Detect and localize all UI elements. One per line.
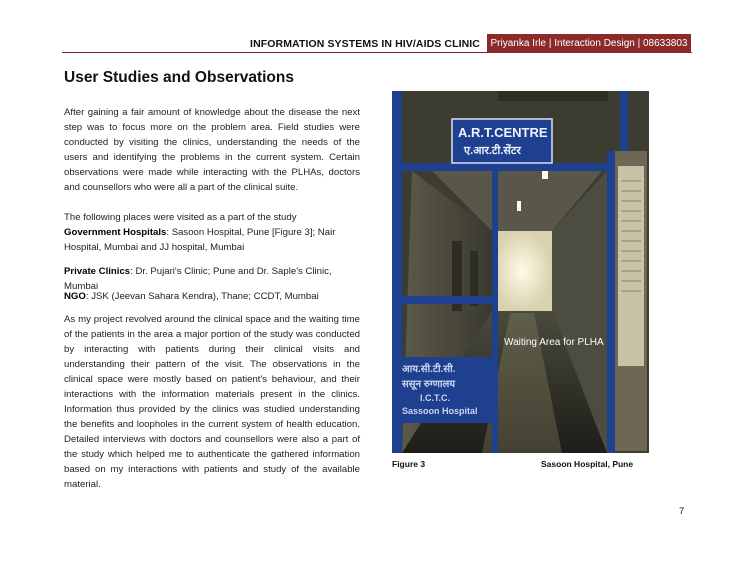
paragraph-ngo (64, 289, 360, 304)
paragraph-project: As my project revolved around the clinical space and the waiting time of the patients in the area a major portion of the study was conducted by interacting with patients during their clinical visits and understanding their pattern of the visit. The observations in the clinical space were mostly based on patient's behaviour, and their interactions with the information materials present in the clinics. Information thus provided by the clinics was studied understanding the benefits and loopholes in the current system of health education. Detailed interviews with doctors and counsellors were also a part of the study which helped me to authenticate the gathered information based on my interactions with patients and study of the available material. (64, 314, 360, 490)
sign-bottom-hindi-2: ससून रुग्णालय (402, 379, 456, 390)
gov-label: Government Hospitals (64, 227, 167, 238)
ngo-label: NGO (64, 291, 86, 302)
gov-text: : Sasoon Hospital, Pune [Figure 3]; Nair Hospital, Mumbai and JJ hospital, Mumbai (64, 227, 336, 253)
figure-photo (392, 91, 649, 453)
header-title: INFORMATION SYSTEMS IN HIV/AIDS CLINIC (250, 38, 480, 50)
photo-overlay-label: Waiting Area for PLHA (504, 337, 604, 348)
sign-bottom-hindi-1: आय.सी.टी.सी. (402, 364, 456, 375)
figure-caption-location: Sasoon Hospital, Pune (541, 459, 634, 469)
private-text: : Dr. Pujari's Clinic; Pune and Dr. Saple's Clinic, Mumbai (64, 266, 332, 292)
header-author-box: Priyanka Irle | Interaction Design | 08633803 (487, 34, 691, 53)
page-number: 7 (679, 506, 685, 517)
paragraph-places (64, 210, 360, 255)
paragraph-intro: After gaining a fair amount of knowledge about the disease the next step was to focus more on the problem area. Field studies were conducted by visiting the clinics, understanding the needs of the users and identifying the problems in the current system. Certain observations were made while interacting with the PLHAs, doctors and counsellors who were all a part of the clinical suite. (64, 107, 360, 193)
sign-bottom-english-2: Sassoon Hospital (402, 406, 478, 416)
places-intro: The following places were visited as a part of the study (64, 212, 297, 223)
private-label: Private Clinics (64, 266, 131, 277)
ngo-text: : JSK (Jeevan Sahara Kendra), Thane; CCDT, Mumbai (85, 291, 319, 302)
sign-top-hindi: ए.आर.टी.सेंटर (464, 145, 521, 157)
sign-bottom-english-1: I.C.T.C. (420, 393, 451, 403)
figure-caption-number: Figure 3 (392, 459, 426, 469)
sign-top-english: A.R.T.CENTRE (458, 125, 548, 140)
section-title: User Studies and Observations (64, 69, 294, 86)
